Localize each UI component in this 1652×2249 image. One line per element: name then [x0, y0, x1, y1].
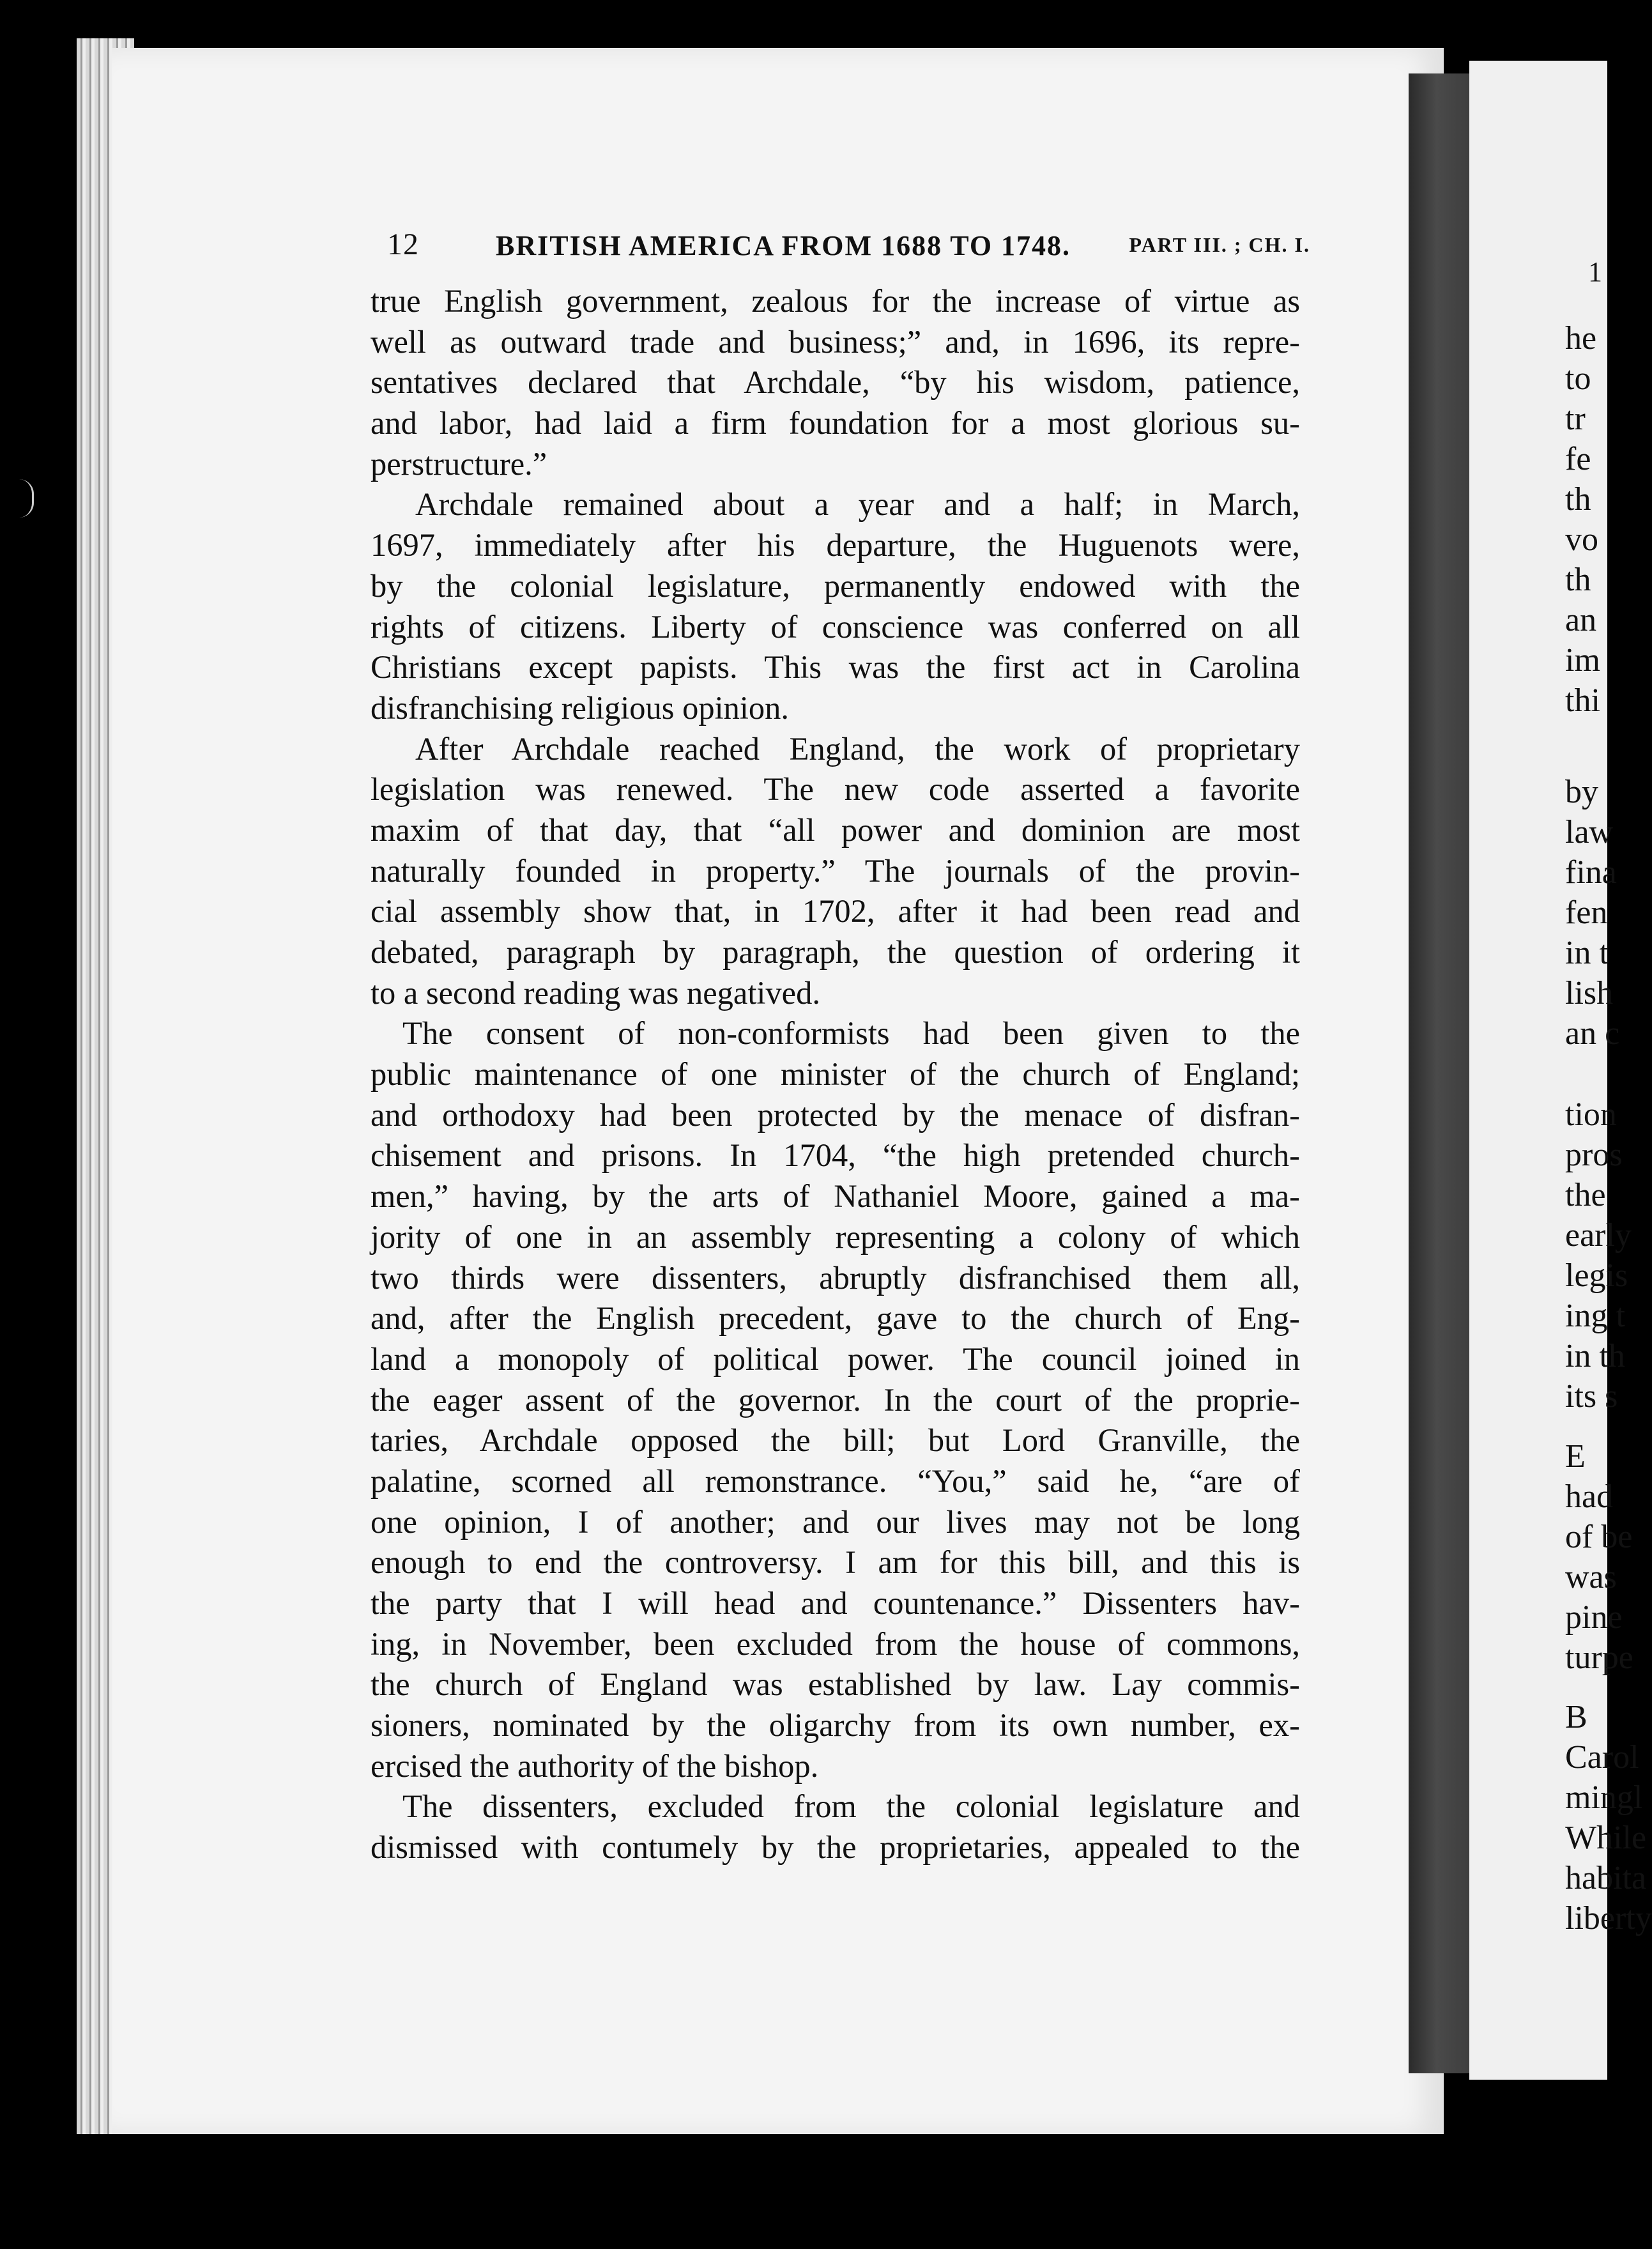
text-line: ercised the authority of the bishop. [371, 1747, 819, 1784]
running-title: BRITISH AMERICA FROM 1688 TO 1748. [496, 230, 1071, 261]
text-line: men,” having, by the arts of Nathaniel Moore, gained a ma- [371, 1178, 1300, 1215]
facing-text-fragment: ing t [1565, 1298, 1625, 1334]
facing-text-fragment: tr [1565, 401, 1586, 437]
facing-text-fragment: lish [1565, 975, 1614, 1011]
text-line: by the colonial legislature, permanently endowed with the [371, 567, 1300, 604]
text-line: Christians except papists. This was the first act in Carolina [371, 649, 1300, 686]
facing-text-fragment: turpe [1565, 1639, 1633, 1676]
text-line: and labor, had laid a firm foundation for a most glorious su- [371, 405, 1300, 441]
facing-text-fragment: an [1565, 602, 1597, 638]
facing-text-fragment: E [1565, 1438, 1586, 1475]
text-line: public maintenance of one minister of the church of England; [371, 1056, 1300, 1093]
facing-text-fragment: liberty [1565, 1900, 1652, 1937]
text-line: sentatives declared that Archdale, “by his wisdom, patience, [371, 364, 1300, 401]
facing-text-fragment: fina [1565, 854, 1617, 891]
facing-text-fragment: in th [1565, 1338, 1625, 1374]
text-line: and, after the English precedent, gave to the church of Eng- [371, 1300, 1300, 1337]
text-line: enough to end the controversy. I am for this bill, and this is [371, 1544, 1300, 1581]
facing-text-fragment: was [1565, 1559, 1617, 1595]
text-line: palatine, scorned all remonstrance. “You,” said he, “are of [371, 1462, 1300, 1499]
text-line: 1697, immediately after his departure, the Huguenots were, [371, 527, 1300, 564]
facing-text-fragment: While [1565, 1820, 1647, 1856]
facing-text-fragment: vo [1565, 521, 1598, 558]
facing-text-fragment: tion [1565, 1096, 1617, 1133]
facing-text-fragment: B [1565, 1699, 1587, 1735]
page-number: 12 [387, 227, 419, 261]
text-line: land a monopoly of political power. The council joined in [371, 1340, 1300, 1377]
facing-text-fragment: Carol [1565, 1739, 1639, 1776]
text-line: legislation was renewed. The new code asserted a favorite [371, 771, 1300, 808]
facing-text-fragment: early [1565, 1217, 1632, 1254]
facing-text-fragment: mingl [1565, 1779, 1643, 1816]
facing-text-fragment: th [1565, 562, 1591, 598]
facing-text-fragment: habita [1565, 1860, 1647, 1896]
text-line: sioners, nominated by the oligarchy from its own number, ex- [371, 1707, 1300, 1744]
running-header [387, 227, 1310, 265]
text-line: well as outward trade and business;” and, in 1696, its repre- [371, 323, 1300, 360]
text-line: true English government, zealous for the increase of virtue as [371, 283, 1300, 319]
facing-page [1469, 61, 1652, 2080]
text-line: perstructure.” [371, 445, 547, 482]
text-line: After Archdale reached England, the work of proprietary [415, 730, 1300, 767]
text-line: cial assembly show that, in 1702, after it had been read and [371, 893, 1300, 930]
facing-text-fragment: he [1565, 320, 1597, 357]
text-line: dismissed with contumely by the proprietaries, appealed to the [371, 1829, 1300, 1866]
part-chapter: PART III. ; CH. I. [1129, 233, 1310, 256]
facing-text-fragment: pine [1565, 1599, 1623, 1636]
facing-text-fragment: had [1565, 1478, 1614, 1515]
text-line: the party that I will head and countenance.” Dissenters hav- [371, 1585, 1300, 1621]
facing-text-fragment: pros [1565, 1137, 1623, 1173]
text-line: ing, in November, been excluded from the house of commons, [371, 1625, 1300, 1662]
text-line: taries, Archdale opposed the bill; but Lord Granville, the [371, 1422, 1300, 1459]
text-line: two thirds were dissenters, abruptly disfranchised them all, [371, 1259, 1300, 1296]
facing-text-fragment: im [1565, 642, 1600, 679]
text-line: to a second reading was negatived. [371, 974, 820, 1011]
facing-text-fragment: the [1565, 1177, 1606, 1213]
text-line: the church of England was established by law. Lay commis- [371, 1666, 1300, 1703]
facing-text-fragment: thi [1565, 682, 1600, 719]
facing-text-fragment: fe [1565, 441, 1591, 477]
text-line: naturally founded in property.” The journals of the provin- [371, 852, 1300, 889]
body-text [371, 281, 1300, 1868]
text-line: rights of citizens. Liberty of conscience was conferred on all [371, 608, 1300, 645]
facing-text-fragment: of be [1565, 1519, 1633, 1555]
text-line: debated, paragraph by paragraph, the question of ordering it [371, 934, 1300, 970]
facing-text-fragment: its s [1565, 1378, 1618, 1415]
facing-text-fragment: by [1565, 774, 1598, 810]
text-line: Archdale remained about a year and a half; in March, [415, 486, 1300, 523]
text-line: one opinion, I of another; and our lives may not be long [371, 1503, 1300, 1540]
facing-text-fragment: law [1565, 814, 1614, 850]
text-line: the eager assent of the governor. In the court of the proprie- [371, 1381, 1300, 1418]
facing-page-number: 1 [1588, 256, 1602, 288]
facing-text-fragment: an c [1565, 1015, 1620, 1052]
text-line: disfranchising religious opinion. [371, 689, 790, 726]
book-gutter [1409, 73, 1479, 2073]
text-line: maxim of that day, that “all power and dominion are most [371, 811, 1300, 848]
text-line: The dissenters, excluded from the colonial legislature and [402, 1788, 1300, 1825]
facing-text-fragment: to [1565, 360, 1591, 397]
text-line: jority of one in an assembly representing a colony of which [371, 1218, 1300, 1255]
facing-text-fragment: fen [1565, 894, 1608, 931]
text-line: The consent of non-conformists had been given to the [402, 1015, 1300, 1052]
facing-text-fragment: legis [1565, 1257, 1628, 1294]
text-line: chisement and prisons. In 1704, “the high pretended church- [371, 1137, 1300, 1174]
margin-mark [19, 479, 34, 518]
facing-text-fragment: th [1565, 481, 1591, 518]
text-line: and orthodoxy had been protected by the menace of disfran- [371, 1096, 1300, 1133]
facing-text-fragment: in t [1565, 935, 1609, 971]
